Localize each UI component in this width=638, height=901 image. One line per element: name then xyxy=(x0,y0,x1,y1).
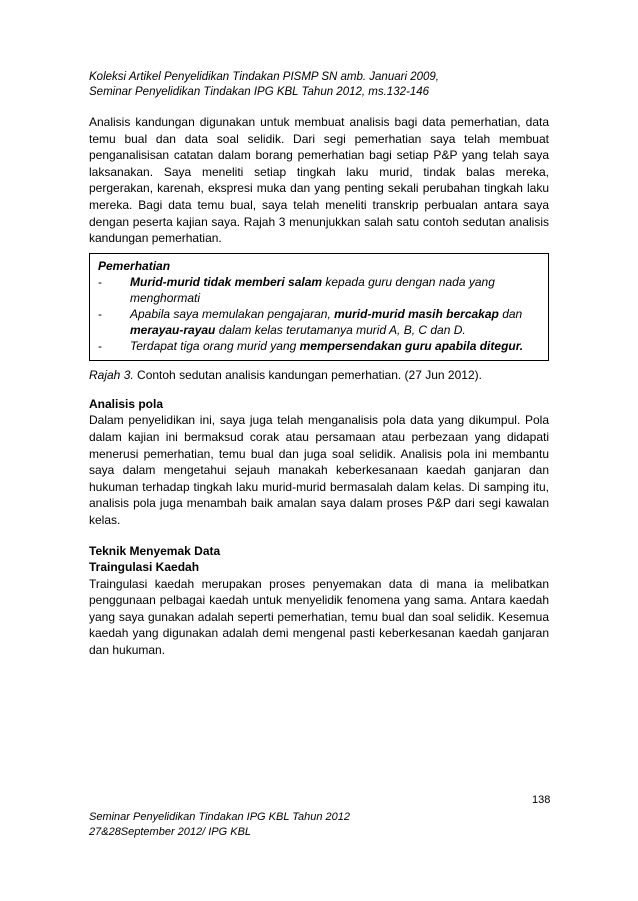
section-heading: Analisis pola xyxy=(89,396,164,411)
observation-item-text xyxy=(130,274,540,306)
plain-text: Terdapat tiga orang murid yang xyxy=(130,338,300,353)
section-heading: Teknik Menyemak Data xyxy=(89,543,221,558)
observation-item-text xyxy=(130,338,540,354)
header-line-2: Seminar Penyelidikan Tindakan IPG KBL Tahun 2012, ms.132-146 xyxy=(89,86,430,98)
running-footer xyxy=(89,810,350,840)
observation-box-title: Pemerhatian xyxy=(98,258,171,273)
running-header xyxy=(89,70,549,100)
paragraph-analisis-kandungan: Analisis kandungan digunakan untuk membuat analisis bagi data pemerhatian, data temu bual dan data soal selidik. Dari segi pemerhatian saya telah membuat penganalisisan catatan dalam borang pemerhatian bagi setiap P&P yang telah saya laksanakan. Saya meneliti setiap tingkah laku murid, tindak balas mereka, pergerakan, karenah, ekspresi muka dan yang penting sekali perubahan tingkah laku mereka. Bagi data temu bual, saya telah meneliti transkrip perbualan antara saya dengan peserta kajian saya. Rajah 3 menunjukkan salah satu contoh sedutan analisis kandungan pemerhatian. xyxy=(89,115,549,246)
plain-text: kepada guru dengan nada yang menghormati xyxy=(130,274,495,305)
footer-line-1: Seminar Penyelidikan Tindakan IPG KBL Tahun 2012 xyxy=(89,811,351,823)
figure-caption xyxy=(89,367,549,383)
section-teknik-menyemak-data xyxy=(89,543,549,659)
observation-item xyxy=(98,274,540,306)
observation-box xyxy=(89,253,549,361)
observation-item xyxy=(98,306,540,338)
observation-item-text xyxy=(130,306,540,338)
section-analisis-pola xyxy=(89,396,549,529)
emphasis-text: murid-murid masih bercakap xyxy=(334,306,499,321)
footer-line-2: 27&28September 2012/ IPG KBL xyxy=(89,826,252,838)
section-subheading: Traingulasi Kaedah xyxy=(89,560,200,575)
plain-text: dan xyxy=(498,306,523,321)
bullet-dash: - xyxy=(98,338,102,353)
header-line-1: Koleksi Artikel Penyelidikan Tindakan PISMP SN amb. Januari 2009, xyxy=(89,71,439,83)
page-number: 138 xyxy=(532,794,551,806)
section-paragraph: Traingulasi kaedah merupakan proses penyemakan data di mana ia melibatkan penggunaan pelbagai kaedah untuk menyelidik fenomena yang sama. Antara kaedah yang saya gunakan adalah seperti pemerhatian, temu bual dan soal selidik. Kesemua kaedah yang digunakan adalah demi mengenal pasti keberkesanan kaedah ganjaran dan hukuman. xyxy=(89,576,549,658)
figure-label: Rajah 3. xyxy=(89,367,134,382)
section-paragraph: Dalam penyelidikan ini, saya juga telah menganalisis pola data yang dikumpul. Pola dalam kajian ini bermaksud corak atau persamaan atau perbezaan yang didapati menerusi pemerhatian, temu bual dan juga soal selidik. Analisis pola ini membantu saya dalam mengetahui sejauh manakah keberkesanaan kaedah ganjaran dan hukuman terhadap tingkah laku murid-murid bermasalah dalam kelas. Di samping itu, analisis pola juga menambah baik amalan saya dalam proses P&P dari segi kawalan kelas. xyxy=(89,413,549,527)
observation-item xyxy=(98,338,540,354)
plain-text: dalam kelas terutamanya murid A, B, C dan D. xyxy=(215,322,466,337)
emphasis-text: mempersendakan guru apabila ditegur. xyxy=(299,338,524,353)
document-body xyxy=(89,70,549,659)
plain-text: Apabila saya memulakan pengajaran, xyxy=(130,306,335,321)
figure-caption-text: Contoh sedutan analisis kandungan pemerhatian. (27 Jun 2012). xyxy=(133,367,482,382)
emphasis-text: merayau-rayau xyxy=(130,322,216,337)
emphasis-text: Murid-murid tidak memberi salam xyxy=(130,274,323,289)
bullet-dash: - xyxy=(98,274,102,289)
bullet-dash: - xyxy=(98,306,102,321)
